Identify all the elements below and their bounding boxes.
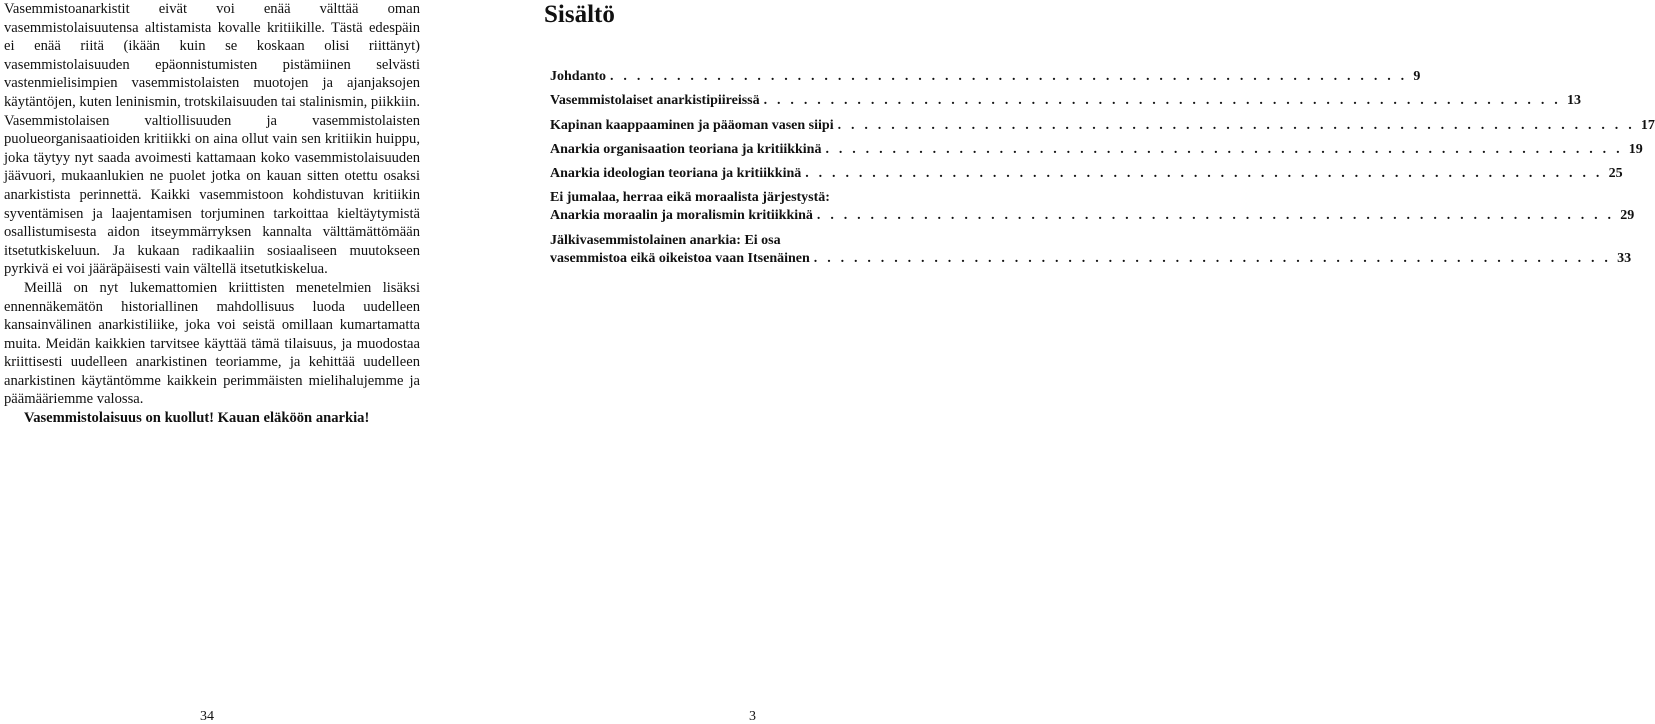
toc-entry-page: 13 bbox=[1566, 93, 1581, 109]
toc-entry-page: 29 bbox=[1620, 208, 1635, 224]
toc-entry[interactable] bbox=[550, 232, 1632, 268]
toc-entry-page: 17 bbox=[1640, 117, 1655, 133]
toc-dot-leader: . . . . . . . . . . . . . . . . . . . . . . . . . . . . . . . . . . . . . . . . . . . . . . . . . . . . . . . . . . . . bbox=[763, 93, 1561, 109]
toc-entry-title: vasemmistoa eikä oikeistoa vaan Itsenäinen bbox=[550, 250, 810, 266]
page-number-left: 34 bbox=[200, 709, 214, 724]
closing-slogan: Vasemmistolaisuus on kuollut! Kauan eläköön anarkia! bbox=[24, 410, 370, 427]
right-page bbox=[480, 0, 1655, 724]
toc-entry-page: 33 bbox=[1617, 250, 1632, 266]
toc-entry[interactable] bbox=[550, 92, 1581, 110]
toc-entry[interactable] bbox=[550, 165, 1623, 183]
toc-entry-title: Vasemmistolaiset anarkistipiireissä bbox=[550, 93, 760, 109]
toc-entry[interactable] bbox=[550, 189, 1635, 225]
toc-dot-leader: . . . . . . . . . . . . . . . . . . . . . . . . . . . . . . . . . . . . . . . . . . . . . . . . . . . . . . . . . . . . bbox=[816, 208, 1615, 224]
toc-entry-title: Anarkia organisaation teoriana ja kritiikkinä bbox=[550, 141, 822, 157]
toc-entry-page: 19 bbox=[1628, 141, 1643, 157]
toc-entry-row bbox=[550, 207, 1635, 225]
toc-dot-leader: . . . . . . . . . . . . . . . . . . . . . . . . . . . . . . . . . . . . . . . . . . . . . . . . . . . . . . . . . . . . bbox=[837, 117, 1635, 133]
toc-entry-title: Johdanto bbox=[550, 69, 607, 84]
toc-entry-title: Kapinan kaappaaminen ja pääoman vasen siipi bbox=[550, 117, 834, 133]
toc-entry-row bbox=[550, 92, 1581, 110]
toc-entry[interactable] bbox=[550, 68, 1421, 86]
toc-entry-page: 9 bbox=[1413, 69, 1421, 84]
toc-entry-row bbox=[550, 250, 1632, 268]
paragraph-2: Meillä on nyt lukemattomien kriittisten menetelmien lisäksi ennennäkemätön historiallinen mahdollisuus luoda uudelleen kansainvälinen anarkistiliike, joka voi seistä omillaan kumartamatta muita. Meidän kaikkien tarvitsee käyttää tämä tilaisuus, ja muodostaa kriittisesti uudelleen anarkistinen teoriamme, ja kehittää uudelleen anarkistinen käytäntömme kaikkein perimmäisten mielihalujemme ja päämääriemme valossa. bbox=[4, 279, 420, 408]
toc-entry-row bbox=[550, 117, 1655, 135]
body-text bbox=[4, 0, 420, 428]
toc-entry-title-line: Jälkivasemmistolainen anarkia: Ei osa bbox=[550, 232, 781, 248]
toc-entry[interactable] bbox=[550, 141, 1643, 159]
toc-dot-leader: . . . . . . . . . . . . . . . . . . . . . . . . . . . . . . . . . . . . . . . . . . . . . . . . . . . . . . . . . . . . bbox=[610, 69, 1408, 84]
toc-entry-row bbox=[550, 165, 1623, 183]
page-number-right: 3 bbox=[749, 709, 756, 724]
toc-entry[interactable] bbox=[550, 117, 1655, 135]
toc-dot-leader: . . . . . . . . . . . . . . . . . . . . . . . . . . . . . . . . . . . . . . . . . . . . . . . . . . . . . . . . . . . . bbox=[805, 166, 1603, 182]
toc-entry-page: 25 bbox=[1608, 166, 1623, 182]
left-page bbox=[0, 0, 480, 724]
toc-entry-title: Anarkia moraalin ja moralismin kritiikkinä bbox=[550, 208, 813, 224]
toc-dot-leader: . . . . . . . . . . . . . . . . . . . . . . . . . . . . . . . . . . . . . . . . . . . . . . . . . . . . . . . . . . . . bbox=[813, 250, 1612, 266]
table-of-contents bbox=[550, 68, 1655, 274]
toc-entry-row bbox=[550, 141, 1643, 159]
toc-entry-row bbox=[550, 68, 1421, 86]
toc-dot-leader: . . . . . . . . . . . . . . . . . . . . . . . . . . . . . . . . . . . . . . . . . . . . . . . . . . . . . . . . . . . . bbox=[825, 141, 1623, 157]
paragraph-1: Vasemmistoanarkistit eivät voi enää välttää oman vasemmistolaisuutensa altistamista kovalle kritiikille. Tästä edespäin ei enää riitä (ikään kuin se koskaan olisi riittänyt) vasemmistolaisuuden epäonnistumisten pistämiinen selvästi vastenmielisimpien vasemmistolaisten muotojen ja ajanjaksojen käytäntöjen, kuten leninismin, trotskilaisuuden tai stalinismin, piikkiin. Vasemmistolaisen valtiollisuuden ja vasemmistolaisten puolueorganisaatioiden kritiikki on aina ollut vain sen kritiikin huippu, joka täytyy nyt saada avoimesti kattamaan koko vasemmistolaisuuden jäävuori, mukaanlukien ne puolet jotka on kauan sitten otettu osaksi anarkistista perinnettä. Kaikki vasemmistoon kohdistuvan kritiikin syventämisen ja laajentamisen torjuminen tarkoittaa kieltäytymistä osallistumisesta aidon itseymmärryksen kannalta välttämättömään itsetutkiskeluun. Ja kukaan radikaaliin sosiaaliseen muutokseen pyrkivä ei voi jääräpäisesti vain vältellä itsetutkiskelua. bbox=[4, 1, 420, 278]
toc-title: Sisältö bbox=[544, 1, 615, 28]
toc-entry-title-line: Ei jumalaa, herraa eikä moraalista järjestystä: bbox=[550, 190, 830, 206]
toc-entry-title: Anarkia ideologian teoriana ja kritiikkinä bbox=[550, 166, 802, 182]
